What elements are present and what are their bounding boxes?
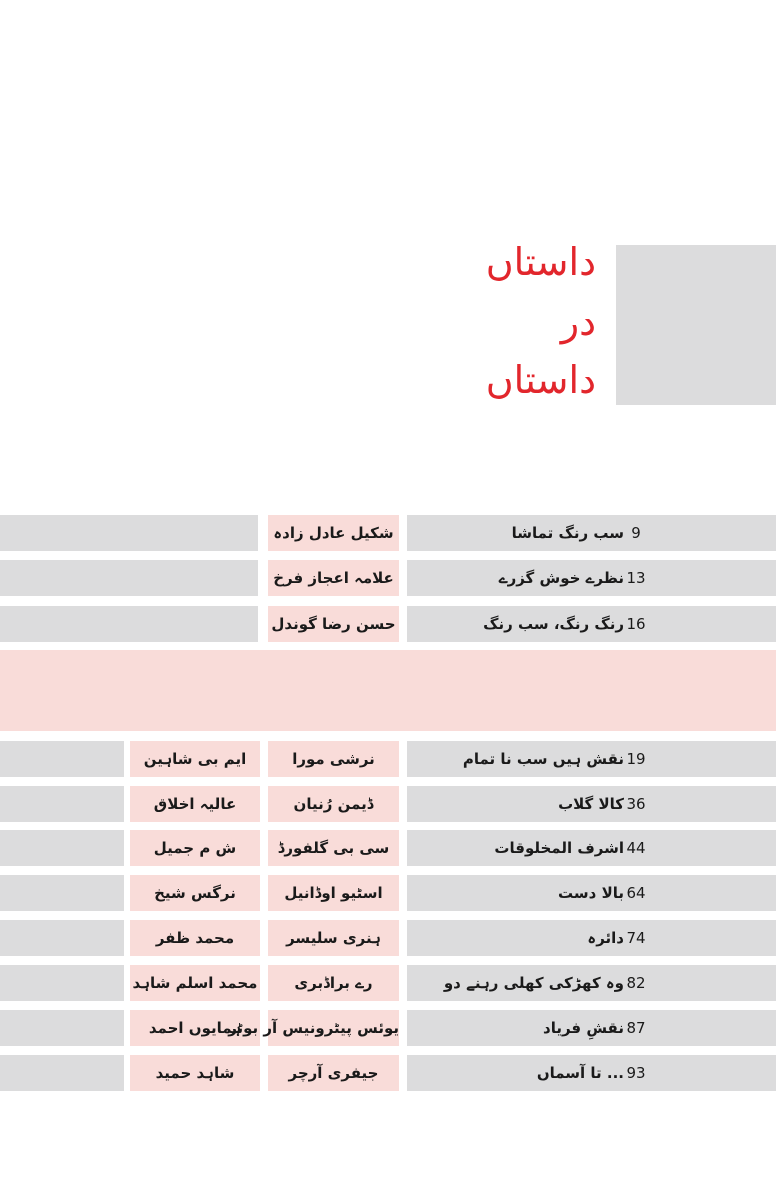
page-number: 87 — [626, 1019, 646, 1037]
page-number: 44 — [626, 839, 646, 857]
page-number: 74 — [626, 929, 646, 947]
translator-name: محمد ظفر — [155, 929, 235, 947]
title-box — [616, 245, 776, 405]
toc-row[interactable] — [0, 515, 776, 551]
toc-row[interactable] — [0, 830, 776, 866]
book-title-line-2: در — [560, 300, 596, 344]
row-bar-left — [0, 920, 124, 956]
author-name: یوئس پیٹرونیس آر بوٹر — [228, 1019, 399, 1037]
toc-row[interactable] — [0, 1010, 776, 1046]
row-bar-left — [0, 606, 258, 642]
toc-row[interactable] — [0, 786, 776, 822]
author-name: سی بی گلفورڈ — [277, 839, 390, 857]
author-name: ہنری سلیسر — [286, 929, 381, 947]
story-title: نقشِ فریاد — [543, 1019, 624, 1037]
row-bar-left — [0, 1055, 124, 1091]
author-name: علامہ اعجاز فرخ — [273, 569, 394, 587]
toc-row[interactable] — [0, 1055, 776, 1091]
page-number: 93 — [626, 1064, 646, 1082]
toc-row[interactable] — [0, 741, 776, 777]
toc-row[interactable] — [0, 965, 776, 1001]
toc-row[interactable] — [0, 920, 776, 956]
story-title: دائرہ — [587, 929, 624, 947]
page-number: 64 — [626, 884, 646, 902]
book-title-line-3: داستاں — [485, 358, 596, 402]
translator-name: محمد اسلم شاہد — [132, 974, 258, 992]
page-number: 16 — [626, 615, 646, 633]
row-bar-left — [0, 786, 124, 822]
row-bar-left — [0, 830, 124, 866]
page-number: 36 — [626, 795, 646, 813]
page-number: 19 — [626, 750, 646, 768]
section-divider-band — [0, 650, 776, 731]
author-name: رے براڈبری — [294, 974, 373, 992]
row-bar-left — [0, 515, 258, 551]
row-bar-left — [0, 965, 124, 1001]
story-title: کالا گلاب — [558, 795, 624, 813]
page-number: 9 — [631, 524, 641, 542]
page-number: 82 — [626, 974, 646, 992]
story-title: بالا دست — [558, 884, 624, 902]
story-title: وہ کھڑکی کھلی رہنے دو — [443, 974, 624, 992]
author-name: نرشی مورا — [292, 750, 375, 768]
story-title: سب رنگ تماشا — [511, 524, 624, 542]
translator-name: ہمایوں احمد — [148, 1019, 242, 1037]
row-bar-left — [0, 1010, 124, 1046]
story-title: نقش ہیں سب نا تمام — [462, 750, 624, 768]
translator-name: نرگس شیخ — [154, 884, 236, 902]
translator-name: عالیہ اخلاق — [153, 795, 237, 813]
author-name: اسٹیو اوڈانیل — [284, 884, 383, 902]
author-name: حسن رضا گوندل — [271, 615, 396, 633]
author-name: جیفری آرچر — [288, 1064, 379, 1082]
row-bar-left — [0, 875, 124, 911]
story-title: رنگ رنگ، سب رنگ — [483, 615, 624, 633]
translator-name: شاہد حمید — [155, 1064, 235, 1082]
toc-row[interactable] — [0, 606, 776, 642]
toc-row[interactable] — [0, 875, 776, 911]
author-name: ڈیمن رُنیان — [293, 795, 374, 813]
toc-row[interactable] — [0, 560, 776, 596]
story-title: ... تا آسماں — [536, 1064, 624, 1082]
row-bar-left — [0, 560, 258, 596]
page-number: 13 — [626, 569, 646, 587]
story-title: اشرف المخلوقات — [494, 839, 624, 857]
translator-name: ایم بی شاہین — [143, 750, 247, 768]
translator-name: ش م جمیل — [153, 839, 237, 857]
row-bar-left — [0, 741, 124, 777]
book-title-line-1: داستاں — [485, 240, 596, 284]
story-title: نظرے خوش گزرے — [498, 569, 624, 587]
author-name: شکیل عادل زادہ — [273, 524, 394, 542]
